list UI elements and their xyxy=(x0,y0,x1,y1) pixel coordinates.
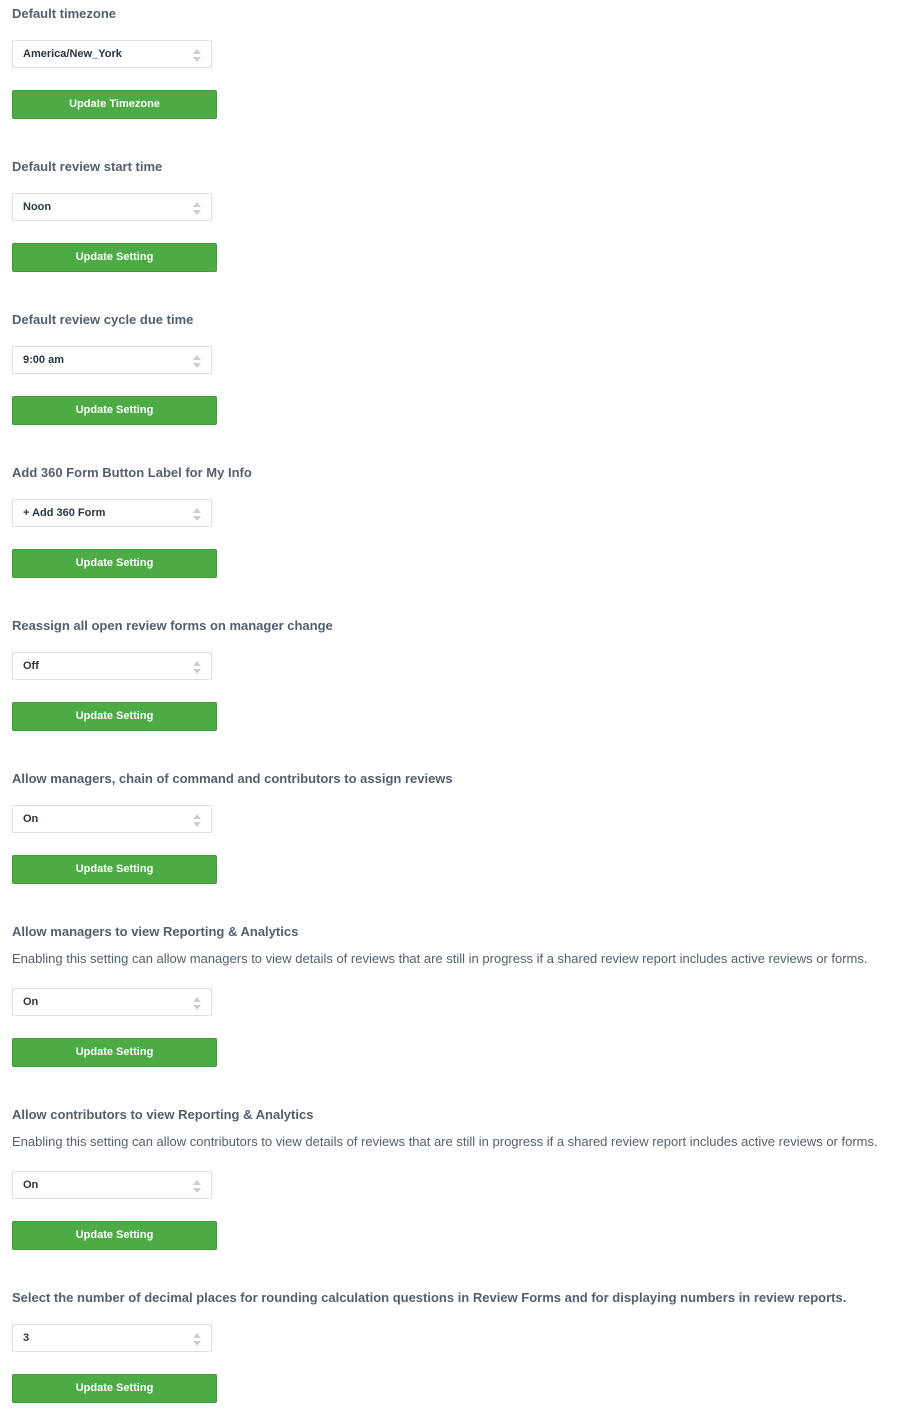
review-cycle-due-time-select[interactable] xyxy=(12,346,212,374)
setting-review-start-time xyxy=(12,159,892,263)
sort-arrows-icon xyxy=(192,508,202,522)
select-value: On xyxy=(23,813,39,825)
select-value: + Add 360 Form xyxy=(23,507,106,519)
contributors-reporting-select[interactable] xyxy=(12,1171,212,1199)
360-form-label-select[interactable] xyxy=(12,499,212,527)
setting-title: Allow managers, chain of command and contributors to assign reviews xyxy=(12,771,453,786)
setting-allow-assign-reviews xyxy=(12,771,892,875)
sort-arrows-icon xyxy=(192,997,202,1011)
select-value: 3 xyxy=(23,1332,30,1344)
setting-title: Default review start time xyxy=(12,159,163,174)
select-value: Noon xyxy=(23,201,52,213)
select-value: On xyxy=(23,1179,39,1191)
select-value: America/New_York xyxy=(23,48,122,60)
select-value: On xyxy=(23,996,39,1008)
setting-title: Default review cycle due time xyxy=(12,312,194,327)
managers-reporting-select[interactable] xyxy=(12,988,212,1016)
setting-decimal-places xyxy=(12,1290,892,1394)
setting-title: Allow managers to view Reporting & Analytics xyxy=(12,924,299,939)
update-setting-button[interactable]: Update Setting xyxy=(12,1374,217,1403)
setting-title: Default timezone xyxy=(12,6,117,21)
allow-assign-reviews-select[interactable] xyxy=(12,805,212,833)
update-setting-button[interactable]: Update Setting xyxy=(12,1038,217,1067)
setting-description: Enabling this setting can allow managers to view details of reviews that are still in progress if a shared review report includes active reviews or forms. xyxy=(12,951,868,966)
setting-reassign-open-forms xyxy=(12,618,892,722)
setting-default-timezone xyxy=(12,6,892,110)
update-setting-button[interactable]: Update Setting xyxy=(12,396,217,425)
setting-title: Allow contributors to view Reporting & Analytics xyxy=(12,1107,314,1122)
update-setting-button[interactable]: Update Setting xyxy=(12,702,217,731)
sort-arrows-icon xyxy=(192,355,202,369)
update-setting-button[interactable]: Update Setting xyxy=(12,1221,217,1250)
select-value: Off xyxy=(23,660,39,672)
setting-description: Enabling this setting can allow contributors to view details of reviews that are still in progress if a shared review report includes active reviews or forms. xyxy=(12,1134,878,1149)
setting-title: Reassign all open review forms on manager change xyxy=(12,618,333,633)
sort-arrows-icon xyxy=(192,814,202,828)
sort-arrows-icon xyxy=(192,661,202,675)
setting-360-form-button-label xyxy=(12,465,892,569)
setting-managers-reporting xyxy=(12,924,892,1058)
review-start-time-select[interactable] xyxy=(12,193,212,221)
timezone-select[interactable] xyxy=(12,40,212,68)
sort-arrows-icon xyxy=(192,1333,202,1347)
update-setting-button[interactable]: Update Setting xyxy=(12,549,217,578)
update-setting-button[interactable]: Update Setting xyxy=(12,243,217,272)
update-setting-button[interactable]: Update Setting xyxy=(12,855,217,884)
update-timezone-button[interactable]: Update Timezone xyxy=(12,90,217,119)
select-value: 9:00 am xyxy=(23,354,64,366)
sort-arrows-icon xyxy=(192,49,202,63)
setting-title: Add 360 Form Button Label for My Info xyxy=(12,465,252,480)
setting-contributors-reporting xyxy=(12,1107,892,1241)
sort-arrows-icon xyxy=(192,202,202,216)
decimal-places-select[interactable] xyxy=(12,1324,212,1352)
setting-review-cycle-due-time xyxy=(12,312,892,416)
sort-arrows-icon xyxy=(192,1180,202,1194)
setting-title: Select the number of decimal places for rounding calculation questions in Review Forms and for displaying numbers in review reports. xyxy=(12,1290,847,1305)
reassign-forms-select[interactable] xyxy=(12,652,212,680)
